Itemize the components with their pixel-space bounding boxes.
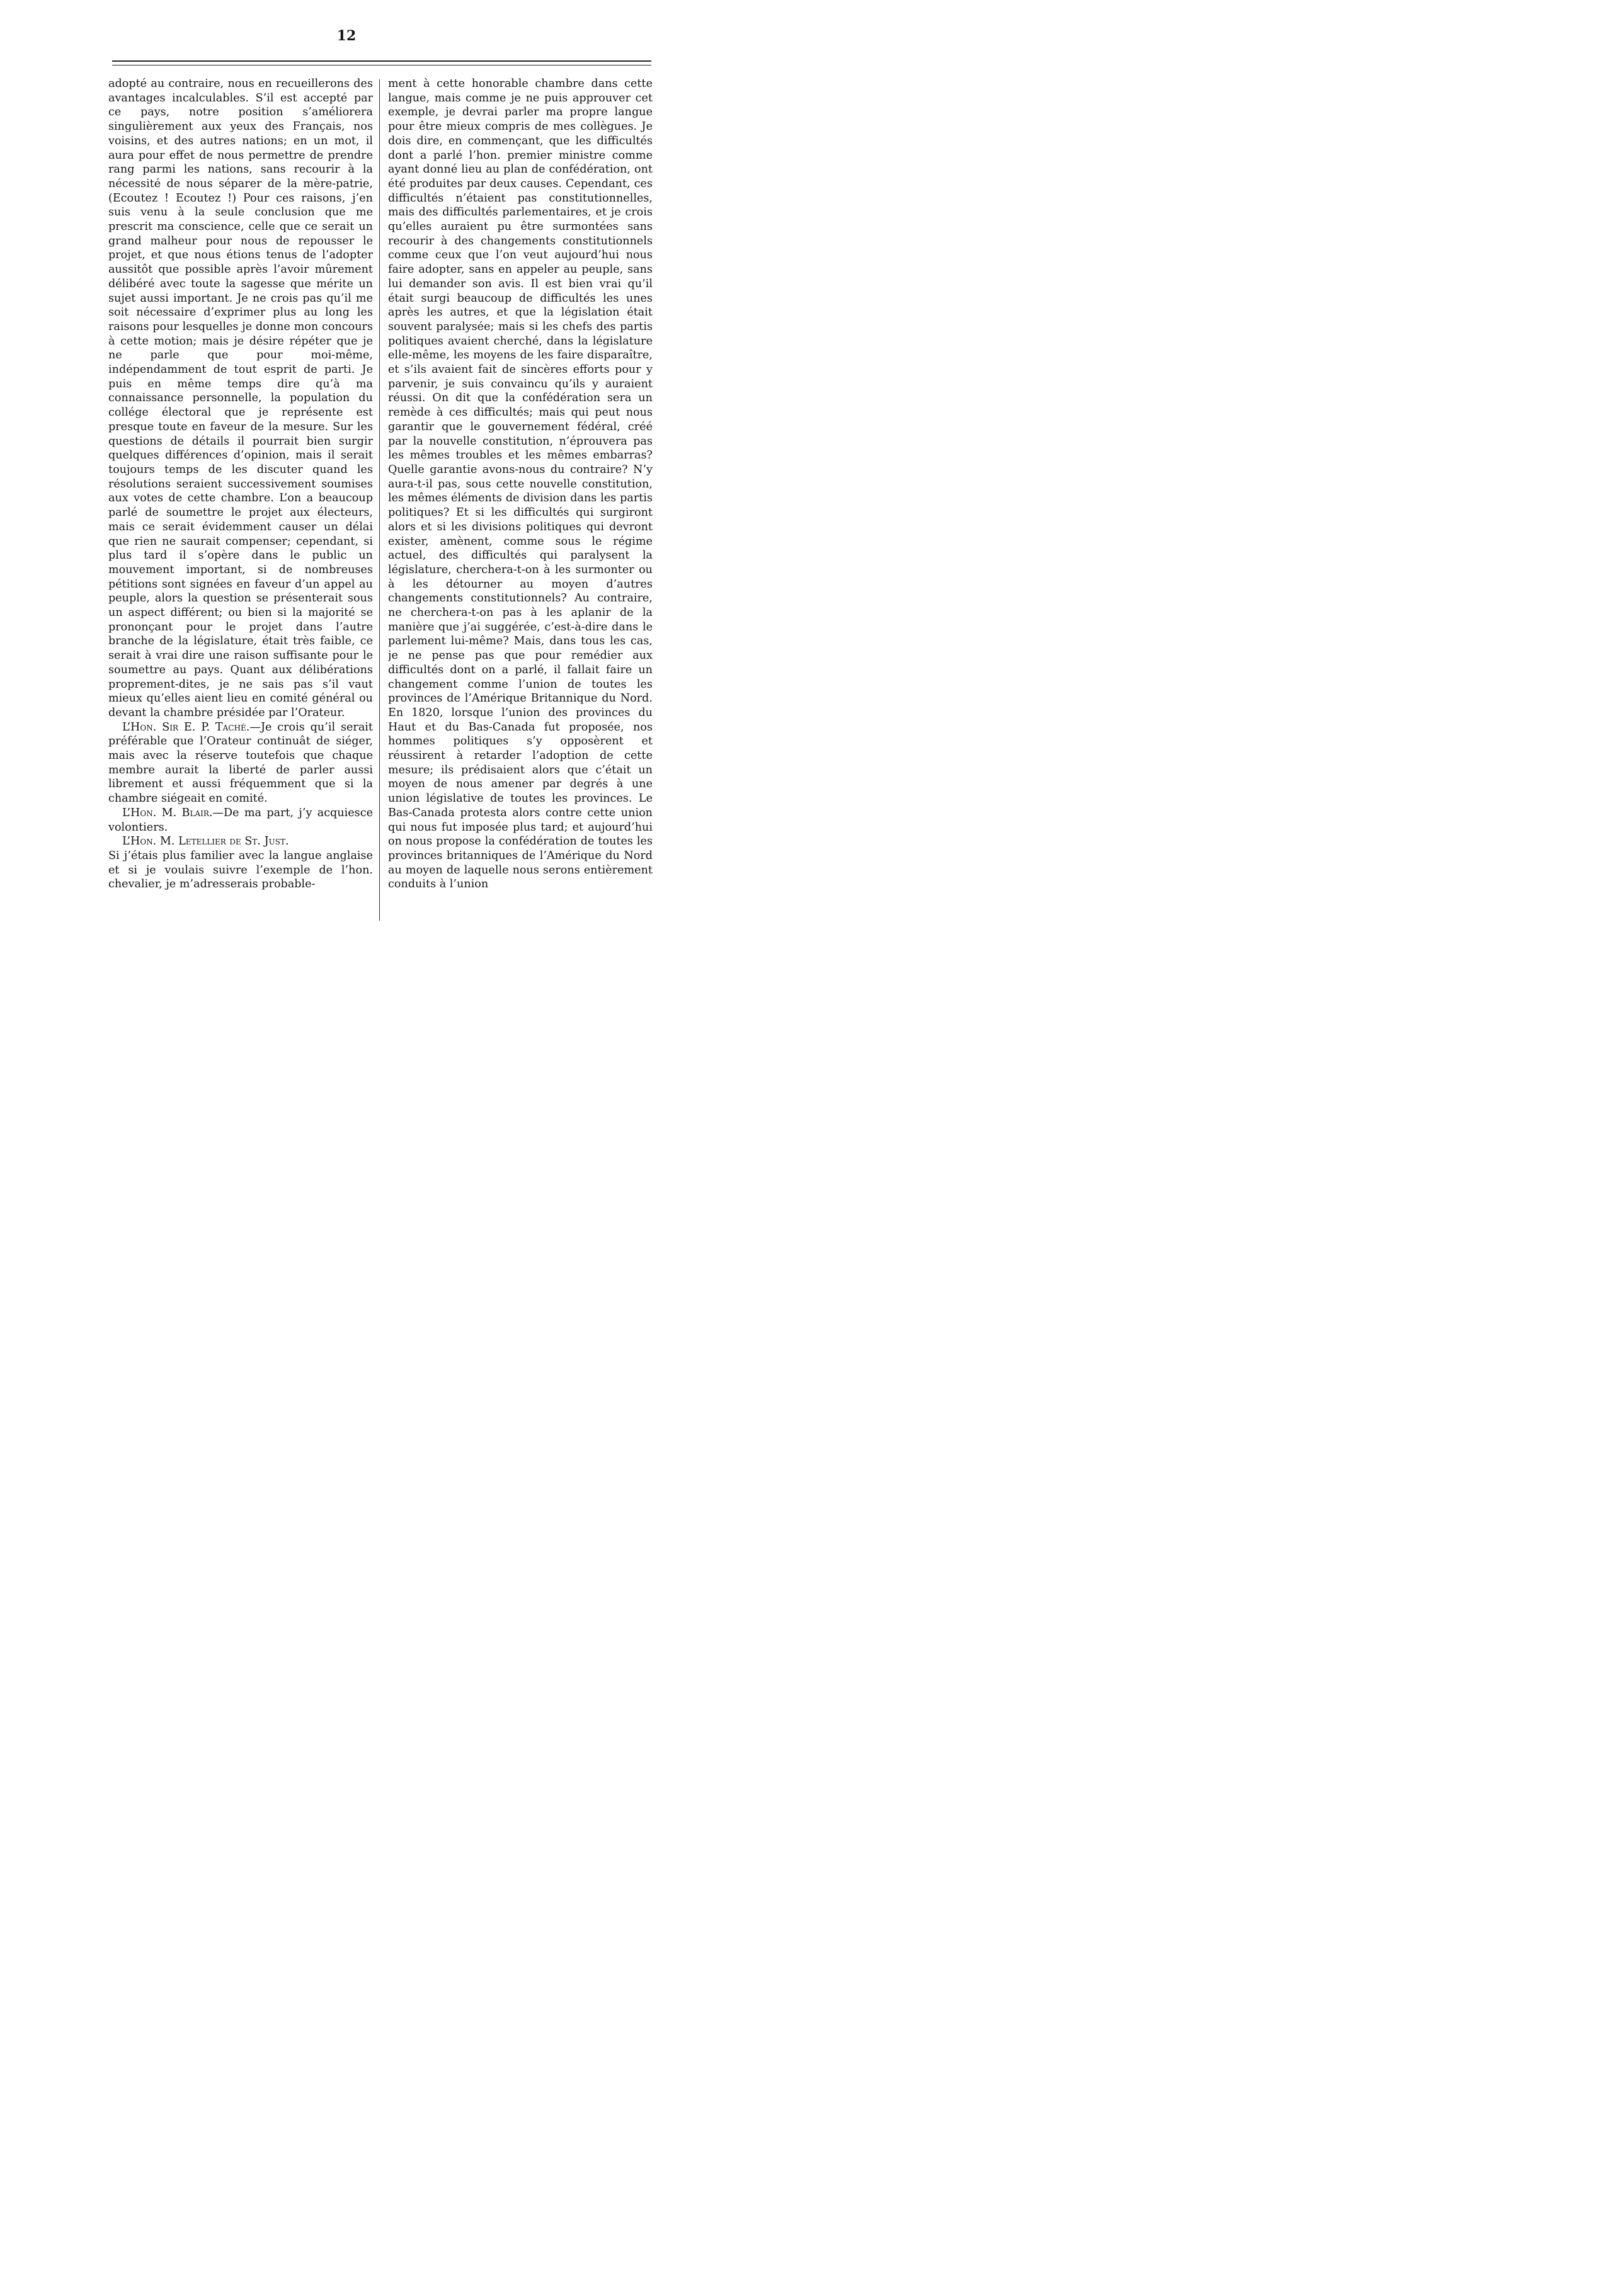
speaker-name: L’Hon. Sir E. P. Taché.	[122, 720, 250, 734]
document-page	[0, 0, 693, 987]
right-column	[388, 77, 653, 921]
speech-text: —De ma part, j’y acquiesce volontiers.	[108, 806, 373, 834]
paragraph-continued: adopté au contraire, nous en recueillerons des avantages incalculables. S’il est accepté par ce pays, notre position s’améliorera singulièrement aux yeux des Français, nos voisins, et des autres nations; en un mot, il aura pour effet de nous permettre de prendre rang parmi les nations, sans recourir à la nécessité de nous séparer de la mère-patrie, (Ecoutez ! Ecoutez !) Pour ces raisons, j’en suis venu à la seule conclusion que me prescrit ma conscience, celle que ce serait un grand malheur pour nous de repousser le projet, et que nous étions tenus de l’adopter aussitôt que possible après l’avoir mûrement délibéré avec toute la sagesse que mérite un sujet aussi important. Je ne crois pas qu’il me soit nécessaire d’exprimer plus au long les raisons pour lesquelles je donne mon concours à cette motion; mais je désire répéter que je ne parle que pour moi-même, indépendamment de tout esprit de parti. Je puis en même temps dire qu’à ma connaissance personnelle, la population du collége électoral que je représente est presque toute en faveur de la mesure. Sur les questions de détails il pourrait bien surgir quelques différences d’opinion, mais il serait toujours temps de les discuter quand les résolutions seraient successivement soumises aux votes de cette chambre. L’on a beaucoup parlé de soumettre le projet aux électeurs, mais ce serait évidemment causer un délai que rien ne saurait compenser; cependant, si plus tard il s’opère dans le public un mouvement important, si de nombreuses pétitions sont signées en faveur d’un appel au peuple, alors la question se présenterait sous un aspect différent; ou bien si la majorité se prononçant pour le projet dans l’autre branche de la législature, était très faible, ce serait à vrai dire une raison suffisante pour le soumettre au pays. Quant aux délibérations proprement-dites, je ne sais pas s’il vaut mieux qu’elles aient lieu en comité général ou devant la chambre présidée par l’Orateur.	[108, 77, 373, 719]
speech-blair	[108, 806, 373, 834]
speech-text: —Je crois qu’il serait préférable que l’Orateur continuât de siéger, mais avec la réserve toutefois que chaque membre aurait la liberté de parler aussi librement et aussi fréquemment que si la chambre siégeait en comité.	[108, 720, 373, 805]
speech-tache	[108, 720, 373, 806]
speech-letellier: Si j’étais plus familier avec la langue anglaise et si je voulais suivre l’exemple de l’hon. chevalier, je m’adresserais probable-	[108, 849, 373, 891]
speaker-name: L’Hon. M. Blair.	[122, 806, 213, 819]
speech-letellier-continued: ment à cette honorable chambre dans cette langue, mais comme je ne puis approuver cet exemple, je devrai parler ma propre langue pour être mieux compris de mes collègues. Je dois dire, en commençant, que les difficultés dont a parlé l’hon. premier ministre comme ayant donné lieu au plan de confédération, ont été produites par deux causes. Cependant, ces difficultés n’étaient pas constitutionnelles, mais des difficultés parlementaires, et je crois qu’elles auraient pu être surmontées sans recourir à des changements constitutionnels comme ceux que l’on veut aujourd’hui nous faire adopter, sans en appeler au peuple, sans lui demander son avis. Il est bien vrai qu’il était surgi beaucoup de difficultés les unes après les autres, et que la législation était souvent paralysée; mais si les chefs des partis politiques avaient cherché, dans la législature elle-même, les moyens de les faire disparaître, et s’ils avaient fait de sincères efforts pour y parvenir, je suis convaincu qu’ils y auraient réussi. On dit que la confédération sera un remède à ces difficultés; mais qui peut nous garantir que le gouvernement fédéral, créé par la nouvelle constitution, n’éprouvera pas les mêmes troubles et les mêmes embarras? Quelle garantie avons-nous du contraire? N’y aura-t-il pas, sous cette nouvelle constitution, les mêmes éléments de division dans les partis politiques? Et si les difficultés qui surgiront alors et si les divisions politiques qui devront exister, amènent, comme sous le régime actuel, des difficultés qui paralysent la législature, cherchera-t-on à les surmonter ou à les détourner au moyen d’autres changements constitutionnels? Au contraire, ne cherchera-t-on pas à les aplanir de la manière que j’ai suggérée, c’est-à-dire dans le parlement lui-même? Mais, dans tous les cas, je ne pense pas que pour remédier aux difficultés dont on a parlé, il fallait faire un changement comme l’union de toutes les provinces de l’Amérique Britannique du Nord. En 1820, lorsque l’union des provinces du Haut et du Bas-Canada fut proposée, nos hommes politiques s’y opposèrent et réussirent à retarder l’adoption de cette mesure; ils prédisaient alors que c’était un moyen de nous amener par degrés à une union législative de toutes les provinces. Le Bas-Canada protesta alors contre cette union qui nous fut imposée plus tard; et aujourd’hui on nous propose la confédération de toutes les provinces britanniques de l’Amérique du Nord au moyen de laquelle nous serons entièrement conduits à l’union	[388, 77, 653, 891]
left-column	[108, 77, 373, 921]
speaker-letellier: L’Hon. M. Letellier de St. Just.	[122, 835, 289, 848]
header-rule	[112, 60, 651, 62]
column-divider	[379, 79, 380, 921]
page-number: 12	[336, 28, 357, 44]
